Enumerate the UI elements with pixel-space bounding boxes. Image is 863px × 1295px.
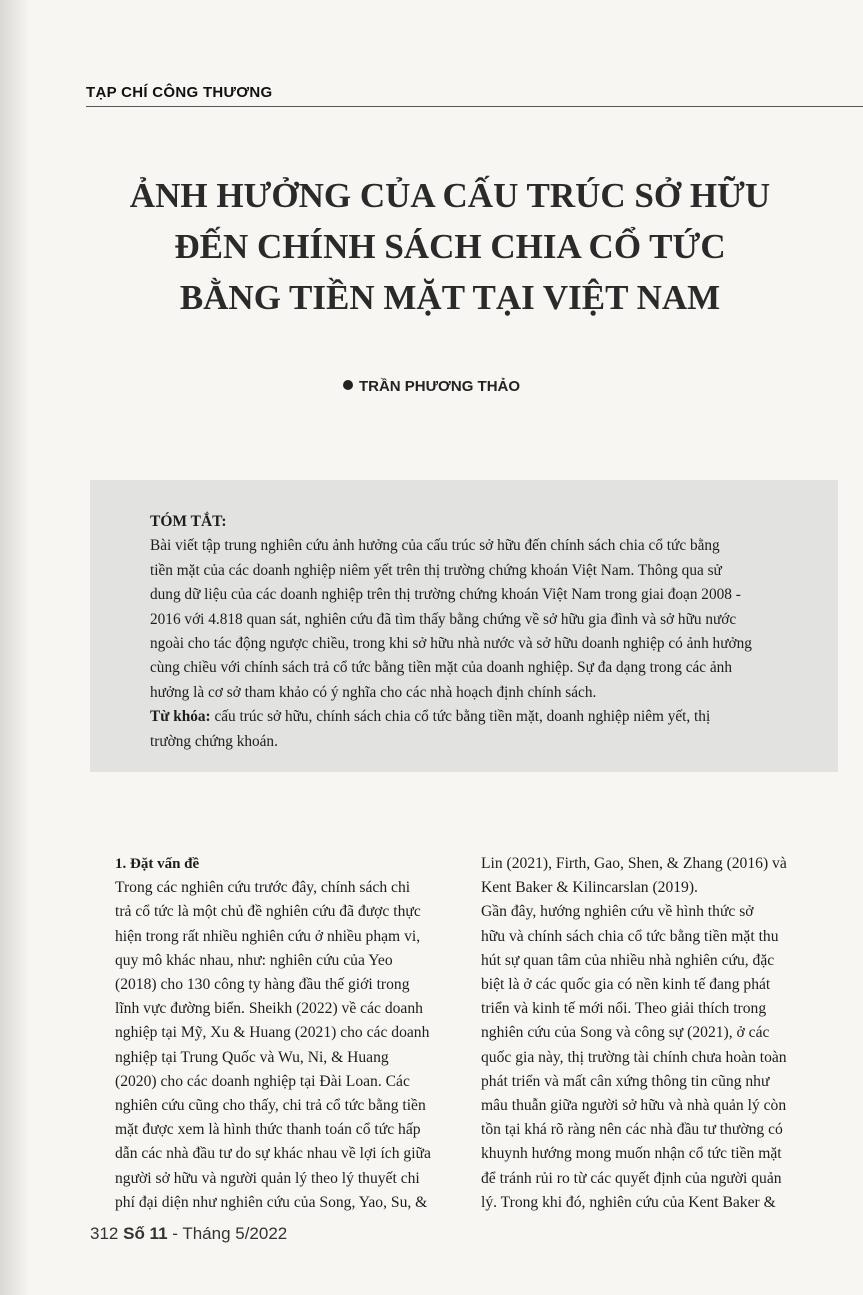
keywords xyxy=(150,705,814,754)
title-line: ẢNH HƯỞNG CỦA CẤU TRÚC SỞ HỮU xyxy=(129,176,771,215)
body-line: trả cổ tức là một chủ đề nghiên cứu đã được thực xyxy=(115,903,421,921)
issue-date: - Tháng 5/2022 xyxy=(167,1224,288,1243)
abstract-line: cùng chiều với chính sách trả cổ tức bằng tiền mặt của doanh nghiệp. Sự đa dạng trong các ảnh xyxy=(150,659,732,677)
section-heading: 1. Đặt vấn đề xyxy=(115,856,200,872)
body-line: nghiên cứu của Song và công sự (2021), ở các xyxy=(481,1024,770,1042)
keywords-text-cont: trường chứng khoán. xyxy=(150,732,278,750)
abstract-line: ngoài cho tác động ngược chiều, trong khi sở hữu nhà nước và sở hữu doanh nghiệp có ảnh hưởng xyxy=(150,635,752,653)
body-line: khuynh hướng mong muốn nhận cổ tức tiền mặt xyxy=(481,1145,782,1163)
body-line: Gần đây, hướng nghiên cứu về hình thức sở xyxy=(481,903,754,921)
abstract-line: Bài viết tập trung nghiên cứu ảnh hưởng của cấu trúc sở hữu đến chính sách chia cổ tức bằng xyxy=(150,537,720,555)
author-name: TRẦN PHƯƠNG THẢO xyxy=(358,378,521,395)
author-line xyxy=(0,378,863,395)
abstract-content xyxy=(150,510,814,754)
body-line: Kent Baker & Kilincarslan (2019). xyxy=(481,879,698,897)
issue-number: Số 11 xyxy=(123,1224,168,1243)
keywords-text: cấu trúc sở hữu, chính sách chia cổ tức bằng tiền mặt, doanh nghiệp niêm yết, thị xyxy=(210,708,711,726)
article-title xyxy=(60,170,840,323)
page-number: 312 xyxy=(90,1224,119,1243)
body-line: phí đại diện như nghiên cứu của Song, Yao, Su, & xyxy=(115,1193,428,1211)
body-line: hiện trong rất nhiều nghiên cứu ở nhiều phạm vi, xyxy=(115,927,421,945)
abstract-box xyxy=(90,480,838,772)
abstract-line: dung dữ liệu của các doanh nghiệp trên thị trường chứng khoán Việt Nam trong giai đoạn 2008 - xyxy=(150,586,741,604)
body-line: quy mô khác nhau, như: nghiên cứu của Yeo xyxy=(115,951,393,969)
body-line: dẫn các nhà đầu tư do sự khác nhau về lợi ích giữa xyxy=(115,1145,431,1163)
body-line: quốc gia này, thị trường tài chính chưa hoàn toàn xyxy=(481,1048,787,1066)
bullet-icon xyxy=(343,380,353,390)
body-line: Trong các nghiên cứu trước đây, chính sách chi xyxy=(115,879,411,897)
body-line: hữu và chính sách chia cổ tức bằng tiền mặt thu xyxy=(481,927,779,945)
body-line: mâu thuẫn giữa người sở hữu và nhà quản lý còn xyxy=(481,1097,787,1115)
body-column-right xyxy=(481,852,817,1215)
body-line: nghiệp tại Trung Quốc và Wu, Ni, & Huang xyxy=(115,1048,389,1066)
title-line: BẰNG TIỀN MẶT TẠI VIỆT NAM xyxy=(179,278,721,317)
body-line: tồn tại khá rõ ràng nên các nhà đầu tư thường có xyxy=(481,1121,783,1139)
body-column-left xyxy=(115,852,451,1215)
body-line: người sở hữu và người quản lý theo lý thuyết chi xyxy=(115,1169,420,1187)
title-line: ĐẾN CHÍNH SÁCH CHIA CỔ TỨC xyxy=(174,227,726,266)
body-line: triển và kinh tế mới nổi. Theo giải thích trong xyxy=(481,1000,767,1018)
page-footer xyxy=(90,1224,287,1244)
body-line: lĩnh vực đường biển. Sheikh (2022) về các doanh xyxy=(115,1000,423,1018)
body-line: nghiên cứu cũng cho thấy, chi trả cổ tức bằng tiền xyxy=(115,1097,426,1115)
body-line: lý. Trong khi đó, nghiên cứu của Kent Baker & xyxy=(481,1193,776,1211)
body-line: mặt được xem là hình thức thanh toán cổ tức hấp xyxy=(115,1121,421,1139)
abstract-line: hưởng là cơ sở tham khảo có ý nghĩa cho các nhà hoạch định chính sách. xyxy=(150,683,597,701)
body-line: hút sự quan tâm của nhiều nhà nghiên cứu, đặc xyxy=(481,951,775,969)
journal-header: TẠP CHÍ CÔNG THƯƠNG xyxy=(86,84,273,101)
abstract-line: 2016 với 4.818 quan sát, nghiên cứu đã tìm thấy bằng chứng về sở hữu gia đình và sở hữu nước xyxy=(150,610,737,628)
abstract-paragraph xyxy=(150,534,814,705)
body-line: Lin (2021), Firth, Gao, Shen, & Zhang (2016) và xyxy=(481,855,787,872)
abstract-heading: TÓM TẮT: xyxy=(150,513,227,530)
body-line: để tránh rủi ro từ các quyết định của người quản xyxy=(481,1169,782,1187)
page-edge-shadow xyxy=(0,0,30,1295)
body-line: (2018) cho 130 công ty hàng đầu thế giới trong xyxy=(115,976,410,994)
body-line: phát triển và mất cân xứng thông tin cũng như xyxy=(481,1072,770,1090)
body-line: nghiệp tại Mỹ, Xu & Huang (2021) cho các doanh xyxy=(115,1024,430,1042)
keywords-label: Từ khóa: xyxy=(150,708,211,726)
body-line: (2020) cho các doanh nghiệp tại Đài Loan. Các xyxy=(115,1072,410,1090)
body-line: biệt là ở các quốc gia có nền kinh tế đang phát xyxy=(481,976,771,994)
abstract-line: tiền mặt của các doanh nghiệp niêm yết trên thị trường chứng khoán Việt Nam. Thông qua sử xyxy=(150,561,722,579)
header-rule xyxy=(86,106,863,107)
